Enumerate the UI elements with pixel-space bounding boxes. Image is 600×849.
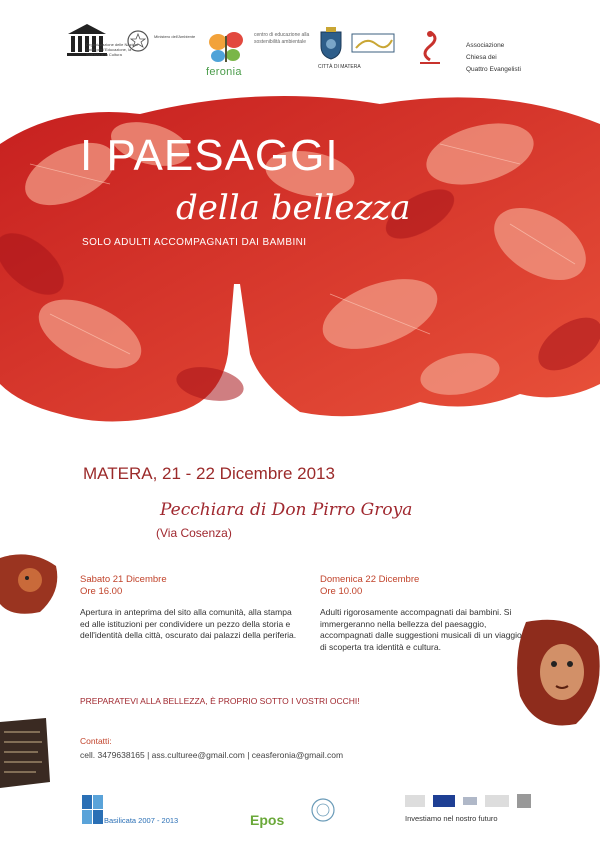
contacts-line: cell. 3479638165 | ass.culturee@gmail.com | ceasferonia@gmail.com xyxy=(80,750,344,760)
event-venue: Pecchiara di Don Pirro Groya xyxy=(160,500,413,520)
ministero-text: Ministero dell'Ambiente xyxy=(154,34,196,39)
feronia-subtitle: centro di educazione alla sostenibilità ambientale xyxy=(254,32,310,45)
matera-crest-icon xyxy=(318,26,344,60)
contacts-label: Contatti: xyxy=(80,736,112,746)
association-text: Associazione Chiesa dei Quattro Evangelisti xyxy=(466,42,521,73)
basilicata-text: Basilicata 2007 - 2013 xyxy=(104,816,179,825)
fesr-logo-icon xyxy=(82,795,104,825)
header-logos xyxy=(0,8,600,80)
seal-logo-icon xyxy=(310,796,336,828)
subtitle: SOLO ADULTI ACCOMPAGNATI DAI BAMBINI xyxy=(82,237,307,248)
feronia-butterfly-icon xyxy=(206,30,246,66)
day1-block xyxy=(80,574,300,642)
day1-time: Ore 16.00 xyxy=(80,585,123,597)
matera-2019-logo-icon xyxy=(350,30,396,58)
investiamo-text: Investiamo nel nostro futuro xyxy=(405,814,498,823)
day2-time: Ore 10.00 xyxy=(320,585,363,597)
day2-block xyxy=(320,574,530,653)
event-venue-address: (Via Cosenza) xyxy=(156,526,232,540)
day1-description: Apertura in anteprima del sito alla comunità, alla stampa ed alle istituzioni per condividere un pezzo della storia e dell'identità della città, oscurato dai palazzi della periferia. xyxy=(80,607,297,640)
eu-logos-icon xyxy=(405,792,535,810)
feronia-name: feronia xyxy=(206,66,242,78)
unesco-text: Organizzazione delle Nazioni Unite per l'Educazione, la Scienza e la Cultura xyxy=(86,42,138,57)
fresco-left-icon xyxy=(0,548,60,616)
epos-logo: Epos xyxy=(250,812,285,828)
italy-emblem-icon xyxy=(126,28,150,54)
slogan: PREPARATEVI ALLA BELLEZZA, È PROPRIO SOTTO I VOSTRI OCCHI! xyxy=(80,696,360,706)
title-line1: I PAESAGGI xyxy=(80,131,339,180)
day2-description: Adulti rigorosamente accompagnati dai bambini. Si immergeranno nella bellezza del paesaggio, accompagnati dalle suggestioni musicali di un viaggio di scoperta tra identità e cultura. xyxy=(320,607,522,652)
title-line2: della bellezza xyxy=(176,188,411,228)
day1-title: Sabato 21 Dicembre xyxy=(80,574,167,585)
day2-title: Domenica 22 Dicembre xyxy=(320,574,420,585)
matera-name: CITTÀ DI MATERA xyxy=(318,64,361,70)
event-dates: MATERA, 21 - 22 Dicembre 2013 xyxy=(83,464,335,483)
association-logo-icon xyxy=(416,28,444,68)
manuscript-left-icon xyxy=(0,718,50,788)
